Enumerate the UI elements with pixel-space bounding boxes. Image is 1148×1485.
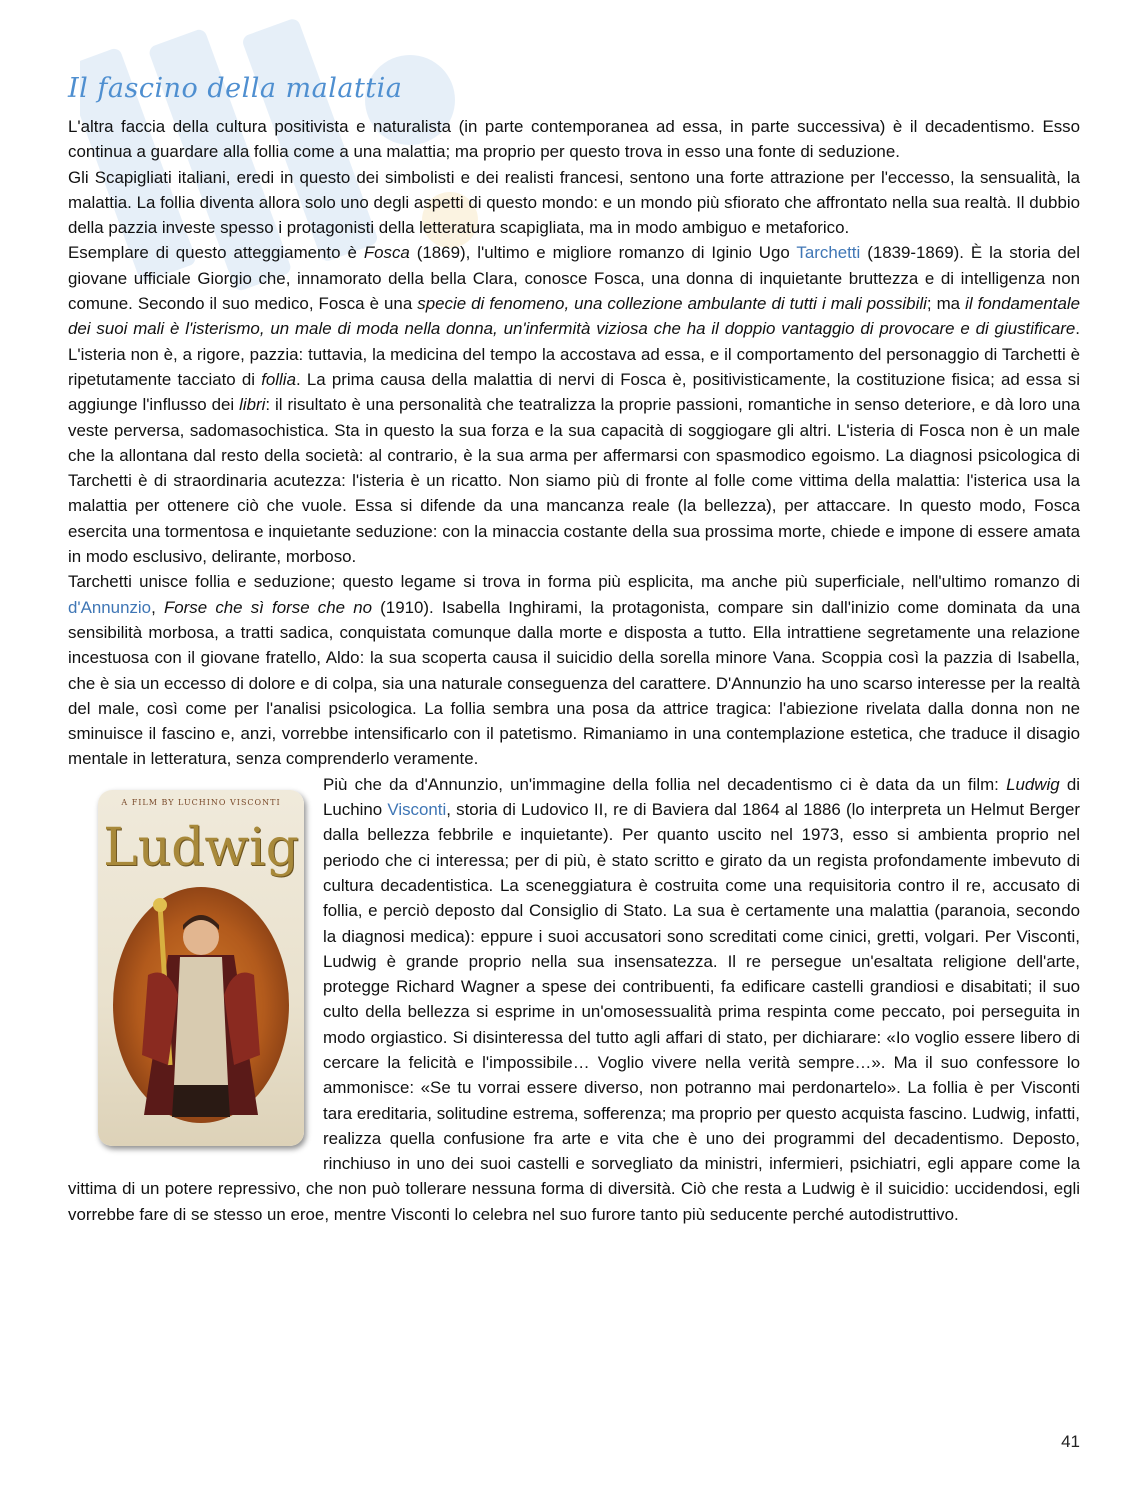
paragraph-2: Gli Scapigliati italiani, eredi in questo dei simbolisti e dei realisti francesi, sentono una forte attrazione per l'eccesso, la sensualità, la malattia. La follia diventa allora solo uno degli aspetti di questo mondo: e un mondo più sfiorato che affrontato nella sua realtà. Il dubbio della pazzia investe spesso i protagonisti della letteratura scapigliata, ma in modo ambiguo e metaforico. xyxy=(68,167,1080,238)
italic-word: follia xyxy=(261,369,296,389)
king-portrait-image xyxy=(108,885,294,1135)
ludwig-poster-figure xyxy=(68,772,323,1162)
poster-credit: A FILM BY LUCHINO VISCONTI xyxy=(121,797,281,807)
italic-word: libri xyxy=(239,395,266,415)
book-title-fosca: Fosca xyxy=(363,243,410,263)
section-title: Il fascino della malattia xyxy=(68,73,403,104)
text-span: . La prima causa della malattia di nervi di Fosca è, positivisticamente, la costituzione fisica; ad essa si aggiunge l'influsso dei xyxy=(68,369,1080,415)
italic-quote: il fondamentale dei suoi mali è l'isterismo, un male di moda nella donna, un'infermità viziosa che ha il doppio vantaggio di provocare e di giustificare xyxy=(68,294,1080,339)
text-span: Esemplare di questo atteggiamento è xyxy=(68,243,364,263)
text-span: . L'isteria non è, a rigore, pazzia: tuttavia, la medicina del tempo la accostava ad essa, e il comportamento del personaggio di Tarchetti è ripetutamente tacciato di xyxy=(68,319,1080,389)
text-span: (1839-1869). È la storia del giovane ufficiale Giorgio che, innamorato della bella Clara, conosce Fosca, una donna di inquietante bruttezza e di intelligenza non comune. Secondo il suo medico, Fosca è una xyxy=(68,243,1080,314)
link-dannunzio[interactable]: d'Annunzio xyxy=(68,597,152,617)
film-title-ludwig: Ludwig xyxy=(1006,774,1060,794)
text-span: : il risultato è una personalità che teatralizza la proprie passioni, romantiche in senso deteriore, e dà loro una veste perversa, sadomasochistica. Sta in questo la sua forza e la sua capacità di soggiogare gli altri. L'isteria di Fosca non è un male che la allontana dal resto della società: al contrario, è la sua arma per affermarsi con spasmodico egoismo. La diagnosi psicologica di Tarchetti è di straordinaria acutezza: l'isteria è un ricatto. Non siamo più di fronte al folle come vittima della malattia: l'isterica usa la malattia per ottenere ciò che vuole. Essa si difende da una mancanza reale (la bellezza), per attaccare. In questo modo, Fosca esercita una tormentosa e inquietante seduzione: con la minaccia costante della sua prossima morte, chiede e impone di essere amata in modo esclusivo, delirante, morboso. xyxy=(68,395,1081,567)
link-visconti[interactable]: Visconti xyxy=(387,800,447,820)
paragraph-3 xyxy=(68,240,1080,569)
paragraph-4 xyxy=(68,569,1080,771)
page-number: 41 xyxy=(1061,1432,1080,1451)
text-span: , xyxy=(151,597,164,617)
text-span: (1869), l'ultimo e migliore romanzo di Iginio Ugo xyxy=(409,243,797,263)
text-span: di Luchino xyxy=(323,774,1080,820)
ludwig-poster xyxy=(98,790,304,1146)
text-span: ; ma xyxy=(926,294,966,314)
paragraph-1: L'altra faccia della cultura positivista e naturalista (in parte contemporanea ad essa, in parte successiva) è il decadentismo. Esso continua a guardare alla follia come a una malattia; ma proprio per questo trova in esso una fonte di seduzione. xyxy=(68,117,1080,162)
text-span: Tarchetti unisce follia e seduzione; questo legame si trova in forma più esplicita, ma anche più superficiale, nell'ultimo romanzo di xyxy=(68,572,1080,592)
document-page xyxy=(68,70,1080,1227)
italic-quote: specie di fenomeno, una collezione ambulante di tutti i mali possibili xyxy=(417,294,927,314)
book-title-forse: Forse che sì forse che no xyxy=(163,597,372,617)
poster-title: Ludwig xyxy=(103,817,299,878)
link-tarchetti[interactable]: Tarchetti xyxy=(796,243,861,263)
text-span: (1910). Isabella Inghirami, la protagonista, compare sin dall'inizio come dominata da una sensibilità morbosa, a tratti sadica, conquistata comunque dalla morte e disposta a tutto. Ella intrattiene segretamente una relazione incestuosa con il giovane fratello, Aldo: la sua scoperta causa il suicidio della sorella minore Vana. Scoppia così la pazzia di Isabella, che è sia un eccesso di dolore e di colpa, sia una naturale conseguenza del carattere. D'Annunzio ha uno scarso interesse per la realtà del male, così come per l'analisi psicologica. La follia sembra una posa da attrice tragica: l'abiezione rivelata dalla donna non ne sminuisce il fascino e, anzi, vorrebbe intensificarlo con il patetismo. Rimaniamo in una contemplazione estetica, che traduce il disagio mentale in letteratura, senza comprenderlo veramente. xyxy=(68,597,1080,769)
text-span: Più che da d'Annunzio, un'immagine della follia nel decadentismo ci è data da un film: xyxy=(323,774,1007,794)
text-span: , storia di Ludovico II, re di Baviera dal 1864 al 1886 (lo interpreta un Helmut Berger dalla bellezza febbrile e inquietante). Per quanto uscito nel 1973, esso si ambienta proprio nel periodo che ci interessa; per di più, è stato scritto e girato da un regista profondamente imbevuto di cultura decadentistica. La sceneggiatura è costruita come una requisitoria contro il re, accusato di follia, e perciò deposto dal Consiglio di Stato. La sua è certamente una malattia (paranoia, secondo la diagnosi medica): eppure i suoi accusatori sono screditati come cinici, gretti, volgari. Per Visconti, Ludwig è grande proprio nella sua insensatezza. Il re persegue un'esaltata religione dell'arte, protegge Richard Wagner a spese dei contribuenti, fa edificare castelli grandiosi e disabitati; il suo culto della bellezza si esprime in un'omosessualità prima respinta come peccato, poi perseguita in modo orgiastico. Si disinteressa del tutto agli affari di stato, per dichiarare: «Io voglio essere libero di cercare la felicità e l'impossibile… Voglio vivere nella verità sempre…». Ma il suo confessore lo ammonisce: «Se tu vorrai essere diverso, non potranno mai perdonartelo». La follia è per Visconti tara ereditaria, solitudine estrema, sofferenza; ma proprio per questo acquista fascino. Ludwig, infatti, realizza quella confusione fra arte e vita che è uno dei programmi del decadentismo. Deposto, rinchiuso in uno dei suoi castelli e sorvegliato da ministri, infermieri, psichiatri, egli appare come la vittima di un potere repressivo, che non può tollerare nessuna forma di diversità. Ciò che resta a Ludwig è il suicidio: uccidendosi, egli vorrebbe fare di se stesso un eroe, mentre Visconti lo celebra nel suo furore tanto più seducente perché autodistruttivo. xyxy=(68,800,1080,1224)
